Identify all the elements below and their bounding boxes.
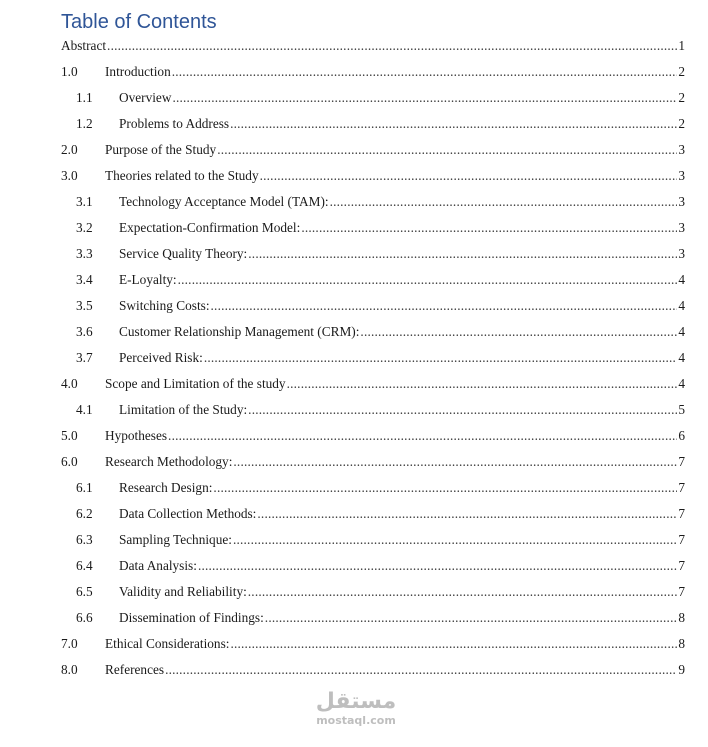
toc-entry-title: Dissemination of Findings: [119, 610, 264, 625]
mostaql-logo-icon [314, 686, 398, 716]
toc-entry-title: Expectation-Confirmation Model: [119, 220, 301, 235]
toc-leader-dots [248, 244, 677, 264]
toc-entry-13[interactable]: 4.0 Scope and Limitation of the study ..... 4 [61, 374, 685, 400]
toc-entry-2[interactable]: 1.1 Overview ..... 2 [61, 88, 685, 114]
toc-leader-dots [265, 608, 677, 628]
toc-entry-title: Research Methodology: [105, 454, 233, 469]
toc-entry-title: Limitation of the Study: [119, 402, 248, 417]
toc-entry-title: Abstract [61, 38, 107, 53]
toc-entry-page: 1 [678, 38, 685, 53]
toc-entry-page: 4 [678, 324, 685, 339]
toc-entry-21[interactable]: 6.5 Validity and Reliability: ..... 7 [61, 582, 685, 608]
toc-entry-page: 8 [678, 636, 685, 651]
toc-entry-17[interactable]: 6.1 Research Design: ..... 7 [61, 478, 685, 504]
toc-entry-page: 3 [678, 168, 685, 183]
toc-leader-dots [233, 452, 677, 472]
toc-entry-20[interactable]: 6.4 Data Analysis: ..... 7 [61, 556, 685, 582]
toc-leader-dots [204, 348, 677, 368]
toc-entry-page: 7 [678, 558, 685, 573]
toc-leader-dots [260, 166, 677, 186]
toc-entry-0[interactable] [61, 36, 685, 62]
toc-entry-title: Overview [119, 90, 172, 105]
toc-entry-page: 4 [678, 272, 685, 287]
toc-entry-title: Scope and Limitation of the study [105, 376, 286, 391]
toc-entry-7[interactable]: 3.2 Expectation-Confirmation Model: ..... 3 [61, 218, 685, 244]
toc-entry-19[interactable]: 6.3 Sampling Technique: ..... 7 [61, 530, 685, 556]
toc-entry-title: Technology Acceptance Model (TAM): [119, 194, 329, 209]
toc-entry-title: Research Design: [119, 480, 213, 495]
toc-entry-page: 3 [678, 220, 685, 235]
toc-entry-6[interactable]: 3.1 Technology Acceptance Model (TAM): ..... 3 [61, 192, 685, 218]
toc-entry-title: Problems to Address [119, 116, 230, 131]
toc-entry-page: 7 [678, 584, 685, 599]
toc-leader-dots [172, 88, 677, 108]
watermark-logo [310, 686, 402, 738]
toc-entry-11[interactable]: 3.6 Customer Relationship Management (CRM): ..... 4 [61, 322, 685, 348]
toc-entry-page: 2 [678, 90, 685, 105]
toc-entry-title: Data Analysis: [119, 558, 197, 573]
toc-entry-page: 4 [678, 298, 685, 313]
toc-leader-dots [107, 36, 677, 56]
toc-entry-page: 4 [678, 376, 685, 391]
toc-leader-dots [217, 140, 677, 160]
toc-leader-dots [248, 582, 677, 602]
toc-leader-dots [165, 660, 677, 680]
toc-leader-dots [211, 296, 677, 316]
toc-entry-page: 3 [678, 142, 685, 157]
toc-entry-page: 7 [678, 532, 685, 547]
toc-entry-page: 5 [678, 402, 685, 417]
toc-entry-8[interactable]: 3.3 Service Quality Theory: ..... 3 [61, 244, 685, 270]
watermark-latin: mostaql.com [316, 714, 396, 727]
toc-entry-title: Purpose of the Study [105, 142, 217, 157]
toc-entry-page: 3 [678, 194, 685, 209]
toc-entry-title: Customer Relationship Management (CRM): [119, 324, 360, 339]
toc-entry-page: 7 [678, 454, 685, 469]
toc-entry-title: Validity and Reliability: [119, 584, 247, 599]
toc-entry-page: 4 [678, 350, 685, 365]
toc-entry-title: Introduction [105, 64, 171, 79]
toc-entry-title: Sampling Technique: [119, 532, 232, 547]
toc-entry-page: 7 [678, 506, 685, 521]
watermark-arabic: مستقل [315, 689, 397, 714]
toc-entry-title: References [105, 662, 165, 677]
toc-entry-title: Theories related to the Study [105, 168, 259, 183]
toc-entry-9[interactable]: 3.4 E-Loyalty: ..... 4 [61, 270, 685, 296]
toc-entry-10[interactable]: 3.5 Switching Costs: ..... 4 [61, 296, 685, 322]
toc-entry-page: 8 [678, 610, 685, 625]
toc-leader-dots [257, 504, 677, 524]
toc-entry-12[interactable]: 3.7 Perceived Risk: ..... 4 [61, 348, 685, 374]
toc-entry-14[interactable]: 4.1 Limitation of the Study: ..... 5 [61, 400, 685, 426]
toc-entry-title: Service Quality Theory: [119, 246, 248, 261]
toc-list [61, 36, 685, 686]
toc-leader-dots [168, 426, 677, 446]
toc-entry-title: Perceived Risk: [119, 350, 203, 365]
toc-entry-title: Ethical Considerations: [105, 636, 230, 651]
toc-entry-title: E-Loyalty: [119, 272, 177, 287]
toc-entry-page: 2 [678, 116, 685, 131]
toc-leader-dots [360, 322, 677, 342]
toc-entry-3[interactable]: 1.2 Problems to Address ..... 2 [61, 114, 685, 140]
toc-entry-24[interactable]: 8.0 References ..... 9 [61, 660, 685, 686]
toc-leader-dots [233, 530, 677, 550]
toc-entry-23[interactable]: 7.0 Ethical Considerations: ..... 8 [61, 634, 685, 660]
toc-leader-dots [287, 374, 677, 394]
toc-entry-page: 6 [678, 428, 685, 443]
toc-entry-title: Switching Costs: [119, 298, 210, 313]
toc-entry-15[interactable]: 5.0 Hypotheses ..... 6 [61, 426, 685, 452]
toc-entry-page: 3 [678, 246, 685, 261]
toc-leader-dots [248, 400, 677, 420]
toc-leader-dots [213, 478, 677, 498]
page-title: Table of Contents [61, 11, 217, 33]
toc-entry-22[interactable]: 6.6 Dissemination of Findings: ..... 8 [61, 608, 685, 634]
toc-entry-5[interactable]: 3.0 Theories related to the Study ..... 3 [61, 166, 685, 192]
toc-entry-page: 2 [678, 64, 685, 79]
toc-entry-title: Hypotheses [105, 428, 168, 443]
toc-entry-title: Data Collection Methods: [119, 506, 257, 521]
toc-entry-16[interactable]: 6.0 Research Methodology: ..... 7 [61, 452, 685, 478]
toc-leader-dots [230, 114, 677, 134]
toc-entry-page: 9 [678, 662, 685, 677]
toc-entry-1[interactable]: 1.0 Introduction ..... 2 [61, 62, 685, 88]
toc-leader-dots [198, 556, 677, 576]
toc-leader-dots [230, 634, 677, 654]
toc-leader-dots [330, 192, 677, 212]
toc-entry-page: 7 [678, 480, 685, 495]
toc-leader-dots [178, 270, 677, 290]
toc-leader-dots [172, 62, 677, 82]
toc-entry-18[interactable]: 6.2 Data Collection Methods: ..... 7 [61, 504, 685, 530]
toc-leader-dots [301, 218, 677, 238]
toc-entry-4[interactable]: 2.0 Purpose of the Study ..... 3 [61, 140, 685, 166]
